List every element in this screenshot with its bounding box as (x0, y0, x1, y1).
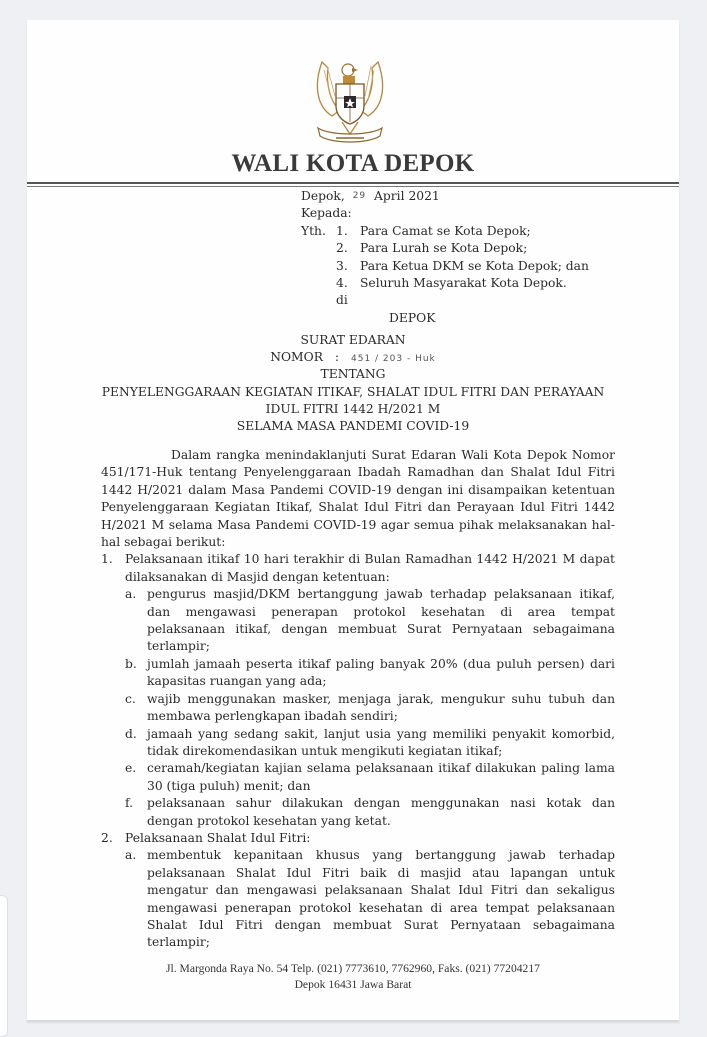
to-label: Kepada: (301, 206, 352, 221)
sub-item-mark: a. (125, 848, 137, 863)
sub-item-mark: e. (125, 761, 137, 776)
subject-line-3: SELAMA MASA PANDEMI COVID-19 (236, 419, 470, 433)
subject-line-2: IDUL FITRI 1442 H/2021 M (265, 402, 441, 416)
item-text: Pelaksanaan Shalat Idul Fitri: (125, 830, 311, 845)
recipient-number: 1. (336, 223, 348, 238)
list-item (101, 551, 615, 830)
di-row (301, 292, 589, 309)
recipient-number: 4. (336, 275, 348, 290)
address-block (301, 188, 589, 327)
number-label: NOMOR (270, 350, 323, 364)
list-item (101, 830, 615, 952)
letter-footer (27, 961, 679, 993)
number-separator: : (334, 350, 340, 364)
place-label: Depok, (301, 189, 349, 203)
city-label: DEPOK (389, 310, 436, 325)
recipient-text: Seluruh Masyarakat Kota Depok. (360, 275, 567, 290)
document-page (27, 20, 679, 1022)
sub-list-item (125, 656, 615, 691)
sub-item-mark: a. (125, 587, 137, 602)
sub-item-mark: b. (125, 656, 137, 671)
document-body (101, 447, 615, 952)
sub-item-text: ceramah/kegiatan kajian selama pelaksanaan itikaf dilakukan paling lama 30 (tiga puluh) menit; dan (147, 761, 615, 793)
place-date (301, 188, 589, 205)
adjacent-card-edge (0, 895, 8, 1037)
document-type: SURAT EDARAN (300, 333, 406, 347)
di-label: di (336, 293, 348, 308)
yth-label: Yth. (301, 223, 326, 238)
sub-item-text: jumlah jamaah peserta itikaf paling banyak 20% (dua puluh persen) dari kapasitas ruangan yang ada; (147, 656, 615, 689)
recipient-number: 3. (336, 258, 348, 273)
recipient-text: Para Camat se Kota Depok; (360, 223, 531, 238)
sub-item-text: wajib menggunakan masker, menjaga jarak, mengukur suhu tubuh dan membawa perlengkapan ibadah sendiri; (147, 691, 615, 724)
sub-list-item (125, 586, 615, 656)
sub-item-text: pelaksanaan sahur dilakukan dengan menggunakan nasi kotak dan dengan protokol kesehatan yang ketat. (147, 796, 615, 828)
sub-item-text: pengurus masjid/DKM bertanggung jawab terhadap pelaksanaan itikaf, dan mengawasi penerapan protokol kesehatan di area tempat pelaksanaan itikaf, dengan membuat Surat Pernyataan sebagaimana terlampir; (147, 587, 615, 654)
recipient-row (301, 240, 589, 257)
sub-list-item (125, 726, 615, 761)
subject-line-1: PENYELENGGARAAN KEGIATAN ITIKAF, SHALAT IDUL FITRI DAN PERAYAAN (101, 385, 605, 399)
garuda-emblem-icon (310, 54, 390, 150)
recipient-row (301, 258, 589, 275)
sub-list-item (125, 847, 615, 951)
about-label: TENTANG (320, 367, 386, 381)
sub-list-item (125, 691, 615, 726)
item-number: 1. (101, 552, 113, 567)
recipient-row (301, 275, 589, 292)
footer-city: Depok 16431 Jawa Barat (294, 978, 412, 991)
item-text: Pelaksanaan itikaf 10 hari terakhir di Bulan Ramadhan 1442 H/2021 M dapat dilaksanakan di Masjid dengan ketentuan: (125, 552, 615, 584)
letterhead-title: WALI KOTA DEPOK (231, 150, 475, 177)
sub-item-mark: c. (125, 691, 136, 706)
recipient-text: Para Lurah se Kota Depok; (360, 241, 528, 256)
footer-address: Jl. Margonda Raya No. 54 Telp. (021) 7773610, 7762960, Faks. (021) 77204217 (166, 962, 540, 975)
sub-list-item (125, 760, 615, 795)
letterhead-rule-thin (27, 186, 679, 187)
date-rest: April 2021 (370, 189, 440, 203)
city-row (301, 310, 589, 327)
letterhead-rule-thick (27, 182, 679, 184)
sub-item-mark: d. (125, 726, 137, 741)
recipient-text: Para Ketua DKM se Kota Depok; dan (360, 258, 589, 273)
recipient-row (301, 223, 589, 240)
sub-item-text: membentuk kepanitaan khusus yang bertanggung jawab terhadap pelaksanaan Shalat Idul Fitri baik di masjid atau lapangan untuk mengatur dan mengawasi pelaksanaan Shalat Idul Fitri dan sekaligus mengawasi penerapan protokol kesehatan di area tempat pelaksanaan Shalat Idul Fitri dengan membuat Surat Pernyataan sebagaimana terlampir; (147, 848, 615, 950)
item-number: 2. (101, 830, 113, 845)
intro-paragraph: Dalam rangka menindaklanjuti Surat Edaran Wali Kota Depok Nomor 451/171-Huk tentang Penyelenggaraan Ibadah Ramadhan dan Shalat Idul Fitri 1442 H/2021 dalam Masa Pandemi COVID-19 dengan ini disampaikan ketentuan Penyelenggaraan Kegiatan Itikaf, Shalat Idul Fitri dan Perayaan Idul Fitri 1442 H/2021 M selama Masa Pandemi COVID-19 agar semua pihak melaksanakan hal-hal sebagai berikut: (101, 448, 615, 550)
handwritten-day: 29 (352, 191, 367, 201)
sub-item-mark: f. (125, 796, 134, 811)
handwritten-number: 451 / 203 - Huk (351, 354, 436, 364)
sub-list-item (125, 795, 615, 830)
sub-item-text: jamaah yang sedang sakit, lanjut usia yang memiliki penyakit komorbid, tidak direkomendasikan untuk mengikuti kegiatan itikaf; (147, 726, 615, 758)
recipient-number: 2. (336, 241, 348, 256)
